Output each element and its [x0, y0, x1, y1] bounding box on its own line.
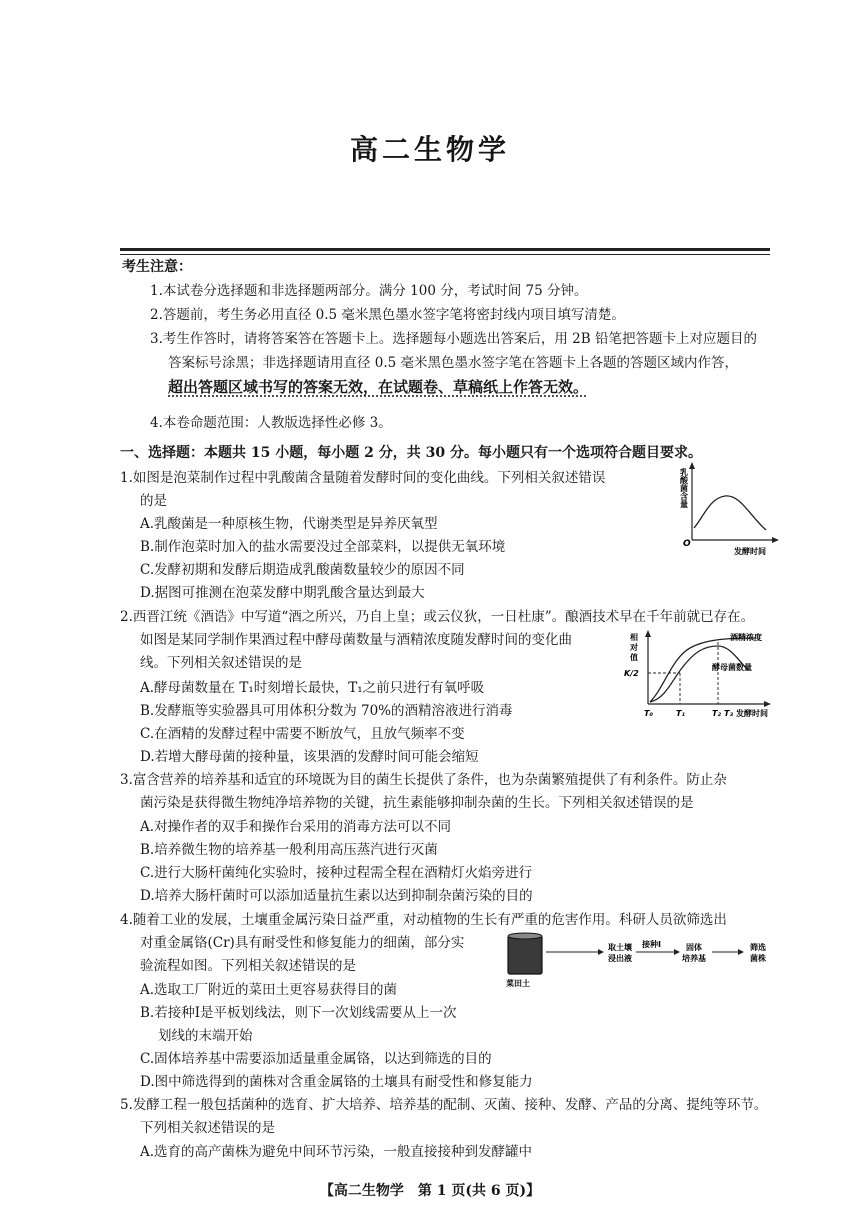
q3-option-a: A.对操作者的双手和操作台采用的消毒方法可以不同: [140, 819, 452, 835]
q2-option-c: C.在酒精的发酵过程中需要不断放气，且放气频率不变: [140, 726, 465, 742]
q5-stem-line1: 5.发酵工程一般包括菌种的选育、扩大培养、培养基的配制、灭菌、接种、发酵、产品的分离、提纯等环节。: [120, 1097, 768, 1113]
q3-stem-line2: 菌污染是获得微生物纯净培养物的关键，抗生素能够抑制杂菌的生长。下列相关叙述错误的是: [140, 795, 694, 811]
q2-figure-ylabel-1: 相: [630, 633, 638, 642]
q2-figure-ylabel-3: 值: [630, 653, 638, 662]
q4-figure-arrow-1-head: [598, 949, 604, 955]
q1-option-b: B.制作泡菜时加入的盐水需要没过全部菜料，以提供无氧环境: [140, 539, 506, 555]
q2-stem-line1: 2.西晋江统《酒诰》中写道“酒之所兴，乃自上皇；或云仪狄，一日杜康”。酿酒技术早在千年前就已存在。: [120, 609, 755, 625]
q1-figure-xarrow: [772, 537, 779, 543]
q2-figure-t2: T₂: [712, 709, 721, 718]
q4-stem-line3: 验流程如图。下列相关叙述错误的是: [140, 958, 356, 974]
q4-figure-soil-label: 菜田土: [506, 979, 530, 988]
q2-figure-yeast-curve: [650, 646, 748, 702]
q2-figure-alcohol-label: 酒精浓度: [730, 633, 762, 642]
page-footer: 【高二生物学 第 1 页(共 6 页)】: [319, 1183, 541, 1199]
q4-option-a: A.选取工厂附近的菜田土更容易获得目的菌: [140, 982, 398, 998]
q1-option-d: D.据图可推测在泡菜发酵中期乳酸含量达到最大: [140, 585, 425, 601]
q4-option-b-line1: B.若接种Ⅰ是平板划线法，则下一次划线需要从上一次: [140, 1005, 457, 1021]
q4-figure-step1-line1: 取土壤: [608, 943, 632, 952]
q4-figure-beaker: [508, 936, 542, 974]
q4-option-b-line2: 划线的末端开始: [158, 1028, 253, 1044]
q5-stem-line2: 下列相关叙述错误的是: [140, 1120, 275, 1136]
q2-figure-xlabel: 发酵时间: [736, 709, 768, 718]
q4-stem-line1: 4.随着工业的发展，土壤重金属污染日益严重，对动植物的生长有严重的危害作用。科研人员欲筛选出: [120, 912, 727, 928]
q4-figure: [500, 930, 780, 990]
q2-option-d: D.若增大酵母菌的接种量，该果酒的发酵时间可能会缩短: [140, 749, 479, 765]
q4-figure-step2-line1: 固体: [686, 943, 702, 952]
page-title: 高二生物学: [349, 133, 510, 166]
q2-figure-t3: T₃: [724, 709, 733, 718]
q2-stem-line3: 线。下列相关叙述错误的是: [140, 655, 302, 671]
q2-figure-yeast-label: 酵母菌数量: [712, 663, 752, 672]
q3-option-d: D.培养大肠杆菌时可以添加适量抗生素以达到抑制杂菌污染的目的: [140, 888, 533, 904]
q4-figure-arrow-2-label: 接种Ⅰ: [642, 940, 661, 949]
q2-stem-line2: 如图是某同学制作果酒过程中酵母菌数量与酒精浓度随发酵时间的变化曲: [140, 632, 572, 648]
header-rule-thin: [120, 254, 770, 255]
q2-option-b: B.发酵瓶等实验器具可用体积分数为 70%的酒精溶液进行消毒: [140, 703, 513, 719]
header-rule-thick: [120, 248, 770, 251]
q4-option-d: D.图中筛选得到的菌株对含重金属铬的土壤具有耐受性和修复能力: [140, 1074, 533, 1090]
q1-figure-yarrow: [689, 462, 695, 469]
q1-stem-line1: 1.如图是泡菜制作过程中乳酸菌含量随着发酵时间的变化曲线。下列相关叙述错误: [120, 470, 606, 486]
q2-figure-yarrow: [645, 630, 651, 637]
q2-figure-t1: T₁: [676, 709, 685, 718]
q1-figure-ylabel: 乳酸菌含量: [679, 468, 689, 508]
q3-option-c: C.进行大肠杆菌纯化实验时，接种过程需全程在酒精灯火焰旁进行: [140, 865, 533, 881]
q1-figure-curve: [694, 496, 766, 530]
q2-figure-ylabel-2: 对: [630, 643, 638, 652]
notice-item-3-emphasis: 超出答题区域书写的答案无效，在试题卷、草稿纸上作答无效。: [168, 378, 589, 396]
q1-stem-line2: 的是: [140, 493, 167, 509]
q4-option-c: C.固体培养基中需要添加适量重金属铬，以达到筛选的目的: [140, 1051, 492, 1067]
notice-item-2: 2.答题前，考生务必用直径 0.5 毫米黑色墨水签字笔将密封线内项目填写清楚。: [150, 307, 625, 323]
q2-figure: [620, 628, 780, 728]
notice-item-3: 3.考生作答时，请将答案答在答题卡上。选择题每小题选出答案后，用 2B 铅笔把答题卡上对应题目的: [150, 331, 757, 347]
q2-figure-xarrow: [764, 701, 771, 707]
q1-option-c: C.发酵初期和发酵后期造成乳酸菌数量较少的原因不同: [140, 562, 465, 578]
q5-option-a: A.选育的高产菌株为避免中间环节污染，一般直接接种到发酵罐中: [140, 1144, 533, 1160]
q2-figure-k: K/2: [624, 669, 639, 678]
q4-figure-step2-line2: 培养基: [682, 954, 706, 963]
q4-figure-beaker-top: [508, 933, 542, 939]
q2-option-a: A.酵母菌数量在 T₁时刻增长最快，T₁之前只进行有氧呼吸: [140, 680, 485, 696]
q1-figure-xlabel: 发酵时间: [734, 547, 766, 556]
notice-heading: 考生注意：: [122, 259, 192, 275]
q4-figure-step3-line2: 菌株: [750, 954, 766, 963]
notice-item-3-cont: 答案标号涂黑；非选择题请用直径 0.5 毫米黑色墨水签字笔在答题卡上各题的答题区域内作答，: [168, 355, 739, 371]
q4-figure-step1-line2: 浸出液: [608, 954, 632, 963]
q4-figure-arrow-3-head: [738, 949, 744, 955]
q1-option-a: A.乳酸菌是一种原核生物，代谢类型是异养厌氧型: [140, 516, 438, 532]
q1-figure: [670, 458, 780, 558]
notice-item-1: 1.本试卷分选择题和非选择题两部分。满分 100 分，考试时间 75 分钟。: [150, 283, 588, 299]
q4-figure-arrow-2-head: [674, 949, 680, 955]
q4-stem-line2: 对重金属铬(Cr)具有耐受性和修复能力的细菌，部分实: [140, 935, 465, 951]
notice-item-4: 4.本卷命题范围：人教版选择性必修 3。: [150, 415, 392, 431]
section-heading: 一、选择题：本题共 15 小题，每小题 2 分，共 30 分。每小题只有一个选项符合题目要求。: [120, 445, 702, 461]
q4-figure-step3-line1: 筛选: [750, 943, 766, 952]
q3-option-b: B.培养微生物的培养基一般利用高压蒸汽进行灭菌: [140, 842, 438, 858]
q3-stem-line1: 3.富含营养的培养基和适宜的环境既为目的菌生长提供了条件，也为杂菌繁殖提供了有利条件。防止杂: [120, 772, 727, 788]
q1-figure-origin: O: [683, 539, 691, 549]
q2-figure-t0: T₀: [644, 709, 653, 718]
